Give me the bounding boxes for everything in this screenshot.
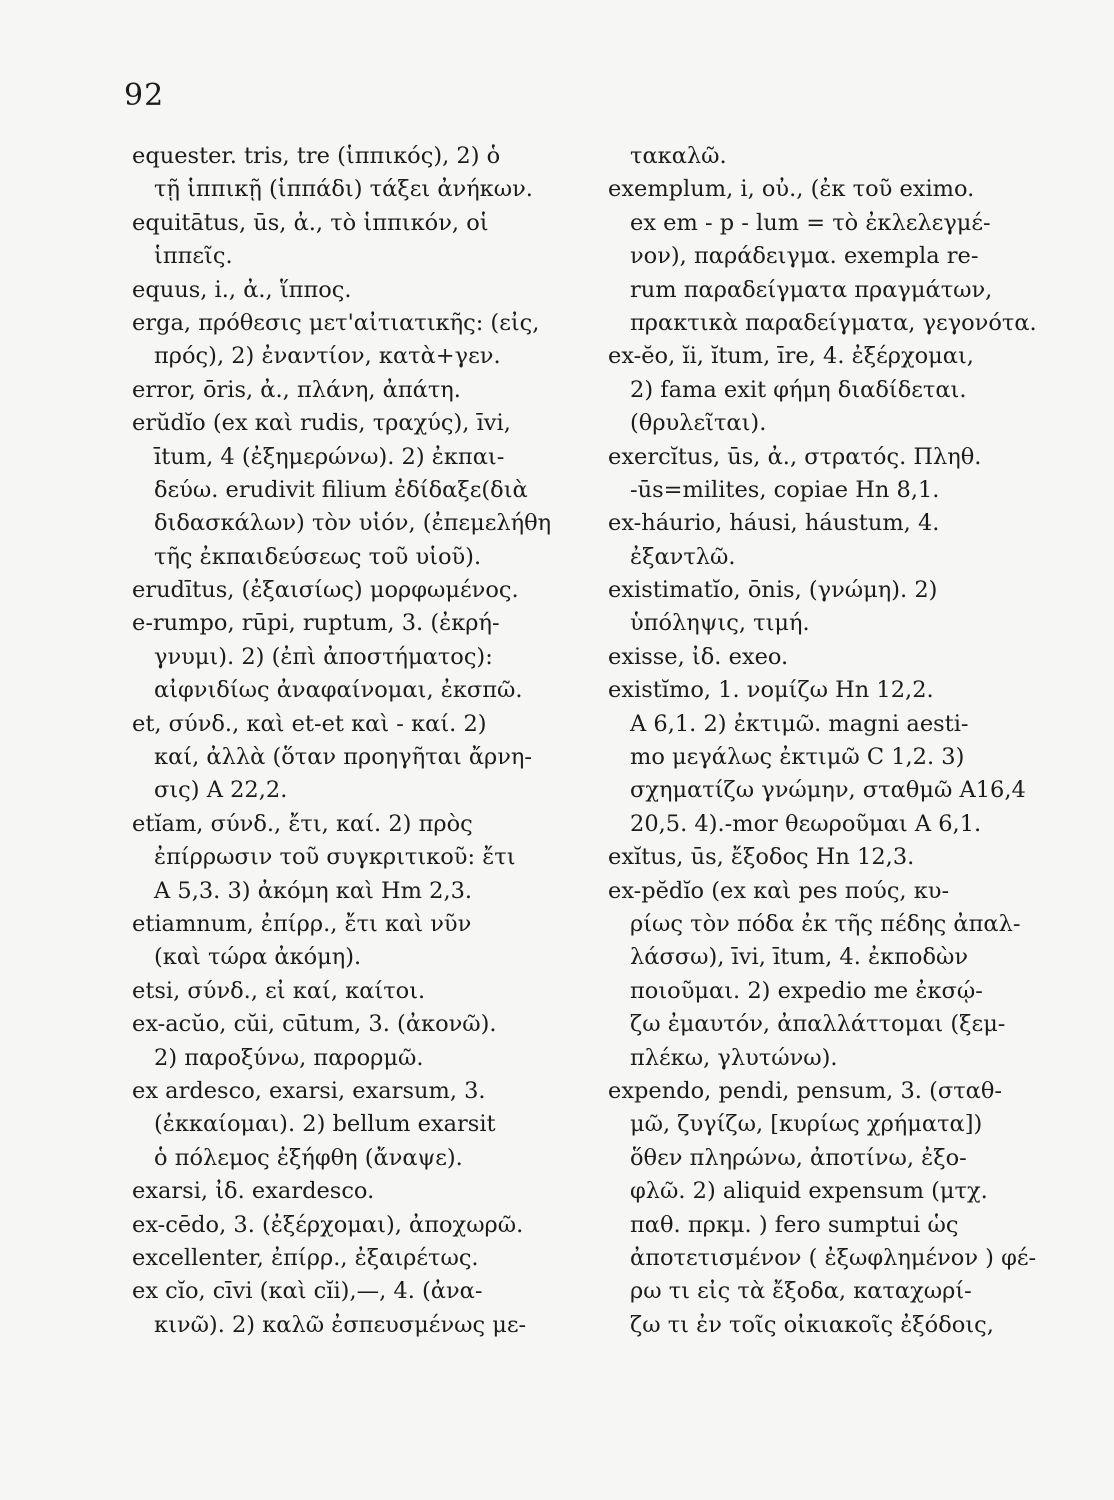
dictionary-line: equus, i., ἀ., ἵππος.: [132, 276, 352, 303]
dictionary-line: expendo, pendi, pensum, 3. (σταθ-: [608, 1077, 1003, 1104]
dictionary-line: existimatĭo, ōnis, (γνώμη). 2): [608, 577, 938, 604]
dictionary-line: τῆς ἐκπαιδεύσεως τοῦ υἱοῦ).: [154, 543, 482, 570]
dictionary-line: ὁ πόλεμος ἐξήφθη (ἄναψε).: [154, 1144, 463, 1171]
dictionary-line: δεύω. erudivit filium ἐδίδαξε(διὰ: [154, 476, 528, 503]
dictionary-line: σις) A 22,2.: [154, 777, 288, 804]
dictionary-line: καί, ἀλλὰ (ὅταν προηγῆται ἄρνη-: [154, 744, 533, 771]
dictionary-line: exercĭtus, ūs, ἀ., στρατός. Πληθ.: [608, 443, 982, 470]
dictionary-line: ἱππεῖς.: [154, 243, 233, 270]
dictionary-line: error, ōris, ἀ., πλάνη, ἀπάτη.: [132, 376, 461, 403]
dictionary-line: λάσσω), īvi, ītum, 4. ἐκποδὼν: [630, 944, 969, 971]
dictionary-line: erga, πρόθεσις μετ'αἰτιατικῆς: (εἰς,: [132, 309, 540, 336]
dictionary-line: διδασκάλων) τὸν υἱόν, (ἐπεμελήθη: [154, 510, 552, 537]
dictionary-line: κινῶ). 2) καλῶ ἐσπευσμένως με-: [154, 1311, 527, 1338]
dictionary-line: etsi, σύνδ., εἰ καί, καίτοι.: [132, 977, 426, 1004]
dictionary-line: αἰφνιδίως ἀναφαίνομαι, ἐκσπῶ.: [154, 677, 523, 704]
dictionary-line: 2) παροξύνω, παρορμῶ.: [154, 1044, 424, 1071]
dictionary-line: ex em - p - lum = τὸ ἐκλελεγμέ-: [630, 209, 991, 236]
dictionary-line: e-rumpo, rūpi, ruptum, 3. (ἐκρή-: [132, 610, 500, 637]
dictionary-line: σχηματίζω γνώμην, σταθμῶ A16,4: [630, 777, 1026, 804]
left-column: [132, 140, 582, 1342]
dictionary-line: ρίως τὸν πόδα ἐκ τῆς πέδης ἀπαλ-: [630, 910, 1021, 937]
dictionary-line: exemplum, i, οὐ., (ἐκ τοῦ eximo.: [608, 176, 975, 203]
dictionary-line: ρω τι εἰς τὰ ἔξοδα, καταχωρί-: [630, 1278, 972, 1305]
dictionary-line: et, σύνδ., καὶ et-et καὶ - καί. 2): [132, 710, 487, 737]
dictionary-line: ītum, 4 (ἐξημερώνω). 2) ἐκπαι-: [154, 443, 505, 470]
dictionary-line: A 6,1. 2) ἐκτιμῶ. magni aesti-: [630, 710, 969, 737]
dictionary-line: νον), παράδειγμα. exempla re-: [630, 243, 979, 270]
dictionary-line: ex ardesco, exarsi, exarsum, 3.: [132, 1077, 486, 1104]
dictionary-line: φλῶ. 2) aliquid expensum (μτχ.: [630, 1178, 988, 1205]
dictionary-line: exisse, ἰδ. exeo.: [608, 643, 789, 670]
dictionary-line: etiamnum, ἐπίρρ., ἔτι καὶ νῦν: [132, 910, 472, 937]
dictionary-line: ζω τι ἐν τοῖς οἰκιακοῖς ἐξόδοις,: [630, 1311, 994, 1338]
dictionary-line: ποιοῦμαι. 2) expedio me ἐκσῴ-: [630, 977, 983, 1004]
dictionary-line: πρακτικὰ παραδείγματα, γεγονότα.: [630, 309, 1037, 336]
dictionary-line: (καὶ τώρα ἀκόμη).: [154, 944, 362, 971]
dictionary-line: A 5,3. 3) ἀκόμη καὶ Hm 2,3.: [154, 877, 473, 904]
page-number: 92: [124, 78, 165, 113]
dictionary-line: excellenter, ἐπίρρ., ἐξαιρέτως.: [132, 1244, 479, 1271]
dictionary-line: (ἐκκαίομαι). 2) bellum exarsit: [154, 1111, 496, 1138]
dictionary-line: ἐξαντλῶ.: [630, 543, 736, 570]
dictionary-line: πλέκω, γλυτώνω).: [630, 1044, 838, 1071]
dictionary-line: erŭdĭo (ex καὶ rudis, τραχύς), īvi,: [132, 410, 511, 437]
dictionary-line: equester. tris, tre (ἱππικός), 2) ὁ: [132, 143, 501, 169]
dictionary-line: ex-acŭo, cŭi, cūtum, 3. (ἀκονῶ).: [132, 1011, 497, 1038]
dictionary-line: ζω ἐμαυτόν, ἀπαλλάττομαι (ξεμ-: [630, 1011, 1006, 1038]
dictionary-line: ex-háurio, háusi, háustum, 4.: [608, 510, 940, 537]
dictionary-line: etĭam, σύνδ., ἔτι, καί. 2) πρὸς: [132, 810, 473, 837]
dictionary-line: -ūs=milites, copiae Hn 8,1.: [630, 476, 940, 503]
dictionary-line: exarsi, ἰδ. exardesco.: [132, 1178, 375, 1205]
dictionary-line: equitātus, ūs, ἀ., τὸ ἱππικόν, οἱ: [132, 209, 489, 236]
dictionary-line: τῇ ἱππικῇ (ἱππάδι) τάξει ἀνήκων.: [154, 176, 533, 203]
dictionary-line: ex cĭo, cīvi (καὶ cĭi),—, 4. (ἀνα-: [132, 1278, 483, 1305]
dictionary-line: μῶ, ζυγίζω, [κυρίως χρήματα]): [630, 1111, 983, 1138]
dictionary-line: existĭmo, 1. νομίζω Hn 12,2.: [608, 677, 934, 704]
dictionary-line: 20,5. 4).-mor θεωροῦμαι A 6,1.: [630, 810, 982, 837]
dictionary-line: γνυμι). 2) (ἐπὶ ἀποστήματος):: [154, 643, 493, 670]
dictionary-line: ex-ĕo, ĭi, ĭtum, īre, 4. ἐξέρχομαι,: [608, 343, 974, 370]
dictionary-line: ὅθεν πληρώνω, ἀποτίνω, ἐξο-: [630, 1144, 967, 1171]
dictionary-line: mo μεγάλως ἐκτιμῶ C 1,2. 3): [630, 744, 965, 771]
dictionary-line: 2) fama exit φήμη διαδίδεται.: [630, 376, 967, 403]
dictionary-line: rum παραδείγματα πραγμάτων,: [630, 276, 993, 303]
dictionary-line: ἐπίρρωσιν τοῦ συγκριτικοῦ: ἔτι: [154, 844, 516, 871]
dictionary-line: erudītus, (ἐξαισίως) μορφωμένος.: [132, 577, 519, 604]
dictionary-line: ex-cēdo, 3. (ἐξέρχομαι), ἀποχωρῶ.: [132, 1211, 524, 1238]
dictionary-line: ὑπόληψις, τιμή.: [630, 610, 810, 637]
dictionary-line: παθ. πρκμ. ) fero sumptui ὡς: [630, 1211, 959, 1238]
dictionary-line: exĭtus, ūs, ἔξοδος Hn 12,3.: [608, 844, 915, 871]
dictionary-line: ex-pĕdĭo (ex καὶ pes πούς, κυ-: [608, 877, 950, 904]
dictionary-line: (θρυλεῖται).: [630, 410, 767, 437]
right-column: [608, 140, 1078, 1342]
dictionary-line: ἀποτετισμένον ( ἐξωφλημένον ) φέ-: [630, 1244, 1037, 1271]
dictionary-line: πρός), 2) ἐναντίον, κατὰ+γεν.: [154, 343, 501, 370]
dictionary-line: τακαλῶ.: [630, 143, 727, 169]
